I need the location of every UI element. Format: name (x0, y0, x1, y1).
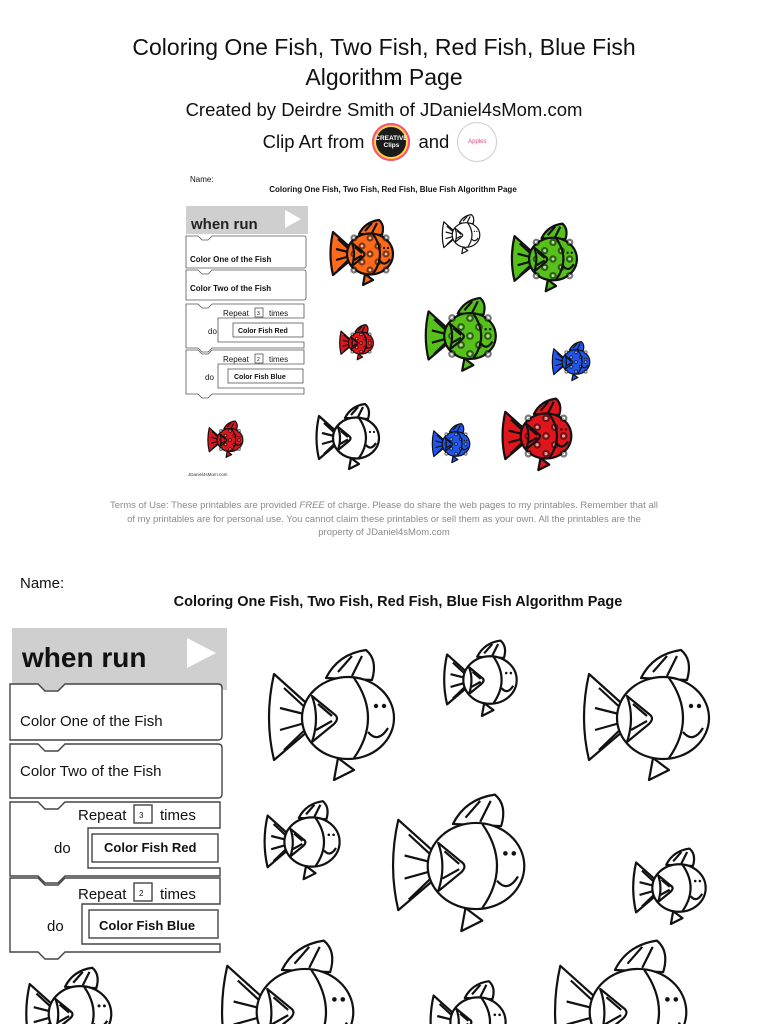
preview-worksheet-title: Coloring One Fish, Two Fish, Red Fish, Blue Fish Algorithm Page (269, 185, 517, 194)
repeat1-times: times (160, 807, 196, 824)
repeat2-do: do (47, 918, 64, 935)
preview-repeat1-label: Repeat (223, 309, 249, 318)
clip-art-credit (0, 122, 768, 162)
repeat2-count: 2 (139, 889, 144, 898)
worksheet-title: Coloring One Fish, Two Fish, Red Fish, Blue Fish Algorithm Page (173, 594, 623, 610)
preview-color-two-text: Color Two of the Fish (190, 284, 272, 293)
repeat2-times: times (160, 886, 196, 903)
creative-clips-logo: CREATIVE Clips (372, 123, 410, 161)
clip-art-prefix: Clip Art from (262, 131, 365, 152)
preview-repeat2-count: 2 (257, 357, 260, 363)
repeat1-count: 3 (139, 811, 144, 820)
when-run-text: when run (22, 642, 147, 673)
page-title-line1: Coloring One Fish, Two Fish, Red Fish, Blue Fish (132, 34, 636, 60)
repeat1-do: do (54, 840, 71, 857)
preview-repeat1-action: Color Fish Red (238, 328, 288, 335)
preview-name-label: Name: (190, 175, 214, 184)
when-run-block (12, 628, 227, 690)
worksheet-art (0, 620, 768, 1024)
colored-preview-worksheet (178, 166, 608, 484)
preview-repeat1-do: do (208, 327, 217, 336)
preview-art (178, 166, 608, 484)
terms-free: FREE (299, 500, 325, 511)
color-one-text: Color One of the Fish (20, 713, 163, 730)
terms-of-use: Terms of Use: These printables are provided FREE of charge. Please do share the web pages to my printables. Remember that all of my printables are for personal use. You cannot claim these printables or sell them as your own. All the printables are the property of JDaniel4sMom.com (110, 500, 658, 538)
preview-repeat2-times: times (269, 355, 289, 364)
preview-repeat1-times: times (269, 309, 289, 318)
repeat2-action: Color Fish Blue (99, 918, 196, 933)
color-one-block (10, 684, 222, 740)
preview-when-run-text: when run (191, 216, 258, 233)
clip-art-and: and (418, 131, 450, 152)
preview-footer-credit: JDaniel4sMom.com (188, 472, 228, 477)
preview-when-run-block (186, 206, 308, 234)
credit-line: Created by Deirdre Smith of JDaniel4sMom.com (185, 99, 583, 120)
color-two-text: Color Two of the Fish (20, 763, 162, 780)
page-title (0, 32, 768, 92)
apples-logo: Apples (457, 122, 497, 162)
preview-repeat2-do: do (205, 373, 214, 382)
worksheet-name-label: Name: (20, 575, 65, 592)
repeat2-label: Repeat (78, 886, 127, 903)
page-title-line2: Algorithm Page (305, 64, 463, 90)
preview-repeat2-action: Color Fish Blue (234, 374, 286, 381)
repeat1-action: Color Fish Red (104, 840, 197, 855)
repeat1-label: Repeat (78, 807, 127, 824)
preview-color-one-text: Color One of the Fish (190, 255, 272, 264)
preview-repeat1-count: 3 (257, 311, 260, 317)
preview-repeat2-label: Repeat (223, 355, 249, 364)
